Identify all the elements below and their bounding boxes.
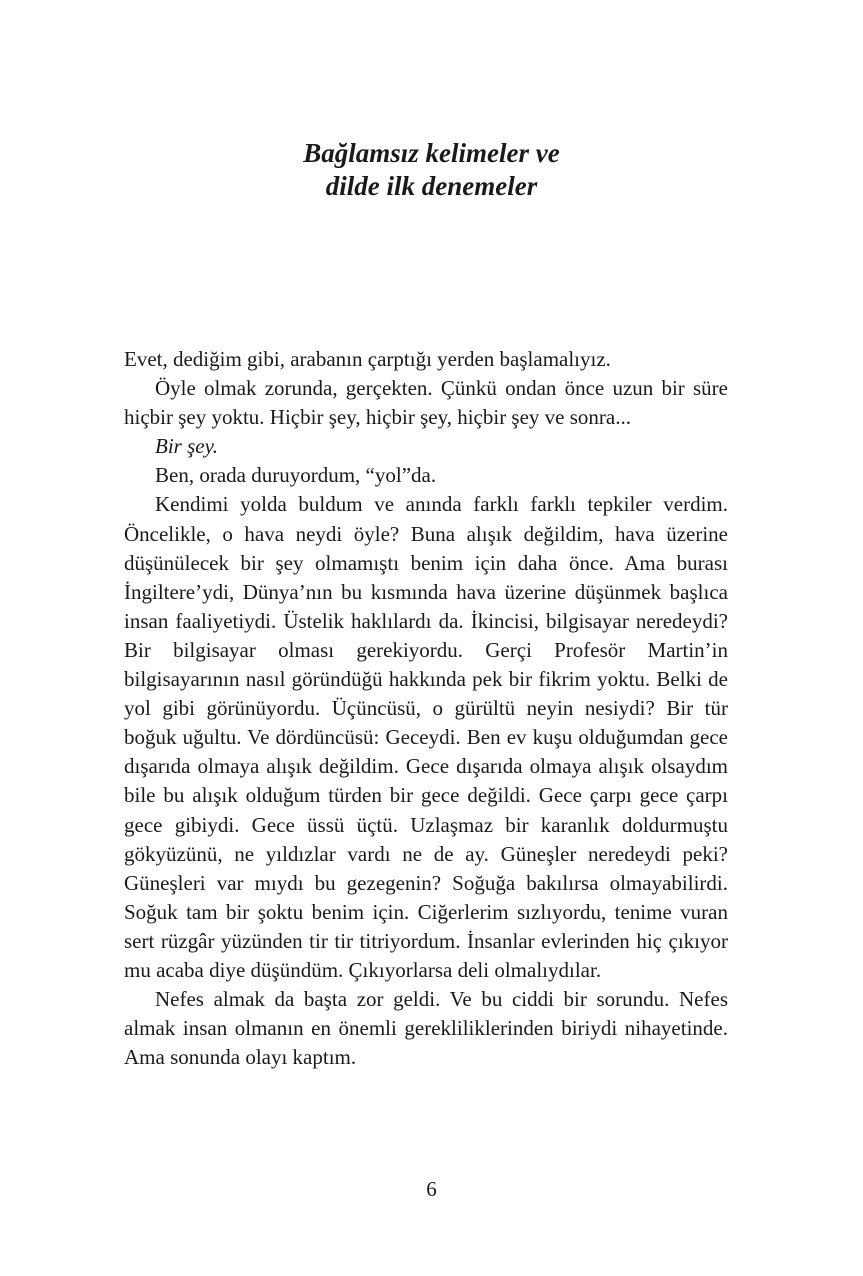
body-text [124,345,728,1072]
chapter-title [0,137,863,203]
paragraph-3-italic: Bir şey. [155,434,218,459]
paragraph-2: Öyle olmak zorunda, gerçekten. Çünkü ondan önce uzun bir süre hiçbir şey yoktu. Hiçbir şey, hiçbir şey, hiçbir şey ve sonra... [124,376,728,430]
paragraph-4: Ben, orada duruyordum, “yol”da. [155,463,437,488]
chapter-title-line-2: dilde ilk denemeler [325,171,538,201]
paragraph-5: Kendimi yolda buldum ve anında farklı farklı tepkiler verdim. Öncelikle, o hava neydi öyle? Buna alışık değildim, hava üzerine düşünülecek bir şey olmamıştı benim için daha önce. Ama burası İngiltere’ydi, Dünya’nın bu kısmında hava üzerine düşünmek başlıca insan faaliyetiydi. Üstelik haklılardı da. İkincisi, bilgisayar neredeydi? Bir bilgisayar olması gerekiyordu. Gerçi Profesör Martin’in bilgisayarının nasıl göründüğü hakkında pek bir fikrim yoktu. Belki de yol gibi görünüyordu. Üçüncüsü, o gürültü neyin nesiydi? Bir tür boğuk uğultu. Ve dördüncüsü: Geceydi. Ben ev kuşu olduğumdan gece dışarıda olmaya alışık değildim. Gece dışarıda olmaya alışık olsaydım bile bu alışık olduğum türden bir gece değildi. Gece çarpı gece çarpı gece gibiydi. Gece üssü üçtü. Uzlaşmaz bir karanlık doldurmuştu gökyüzünü, ne yıldızlar vardı ne de ay. Güneşler neredeydi peki? Güneşleri var mıydı bu gezegenin? Soğuğa bakılırsa olmayabilirdi. Soğuk tam bir şoktu benim için. Ciğerlerim sızlıyordu, tenime vuran sert rüzgâr yüzünden tir tir titriyordum. İnsanlar evlerinden hiç çıkıyor mu acaba diye düşündüm. Çıkıyorlarsa deli olmalıydılar. [124,492,728,982]
page-number: 6 [426,1177,437,1201]
paragraph-1: Evet, dediğim gibi, arabanın çarptığı yerden başlamalıyız. [124,347,611,371]
chapter-title-line-1: Bağlamsız kelimeler ve [303,138,560,168]
paragraph-6: Nefes almak da başta zor geldi. Ve bu ciddi bir sorundu. Nefes almak insan olmanın en önemli gerekliliklerinden biriydi nihayetinde. Ama sonunda olayı kaptım. [124,987,728,1070]
